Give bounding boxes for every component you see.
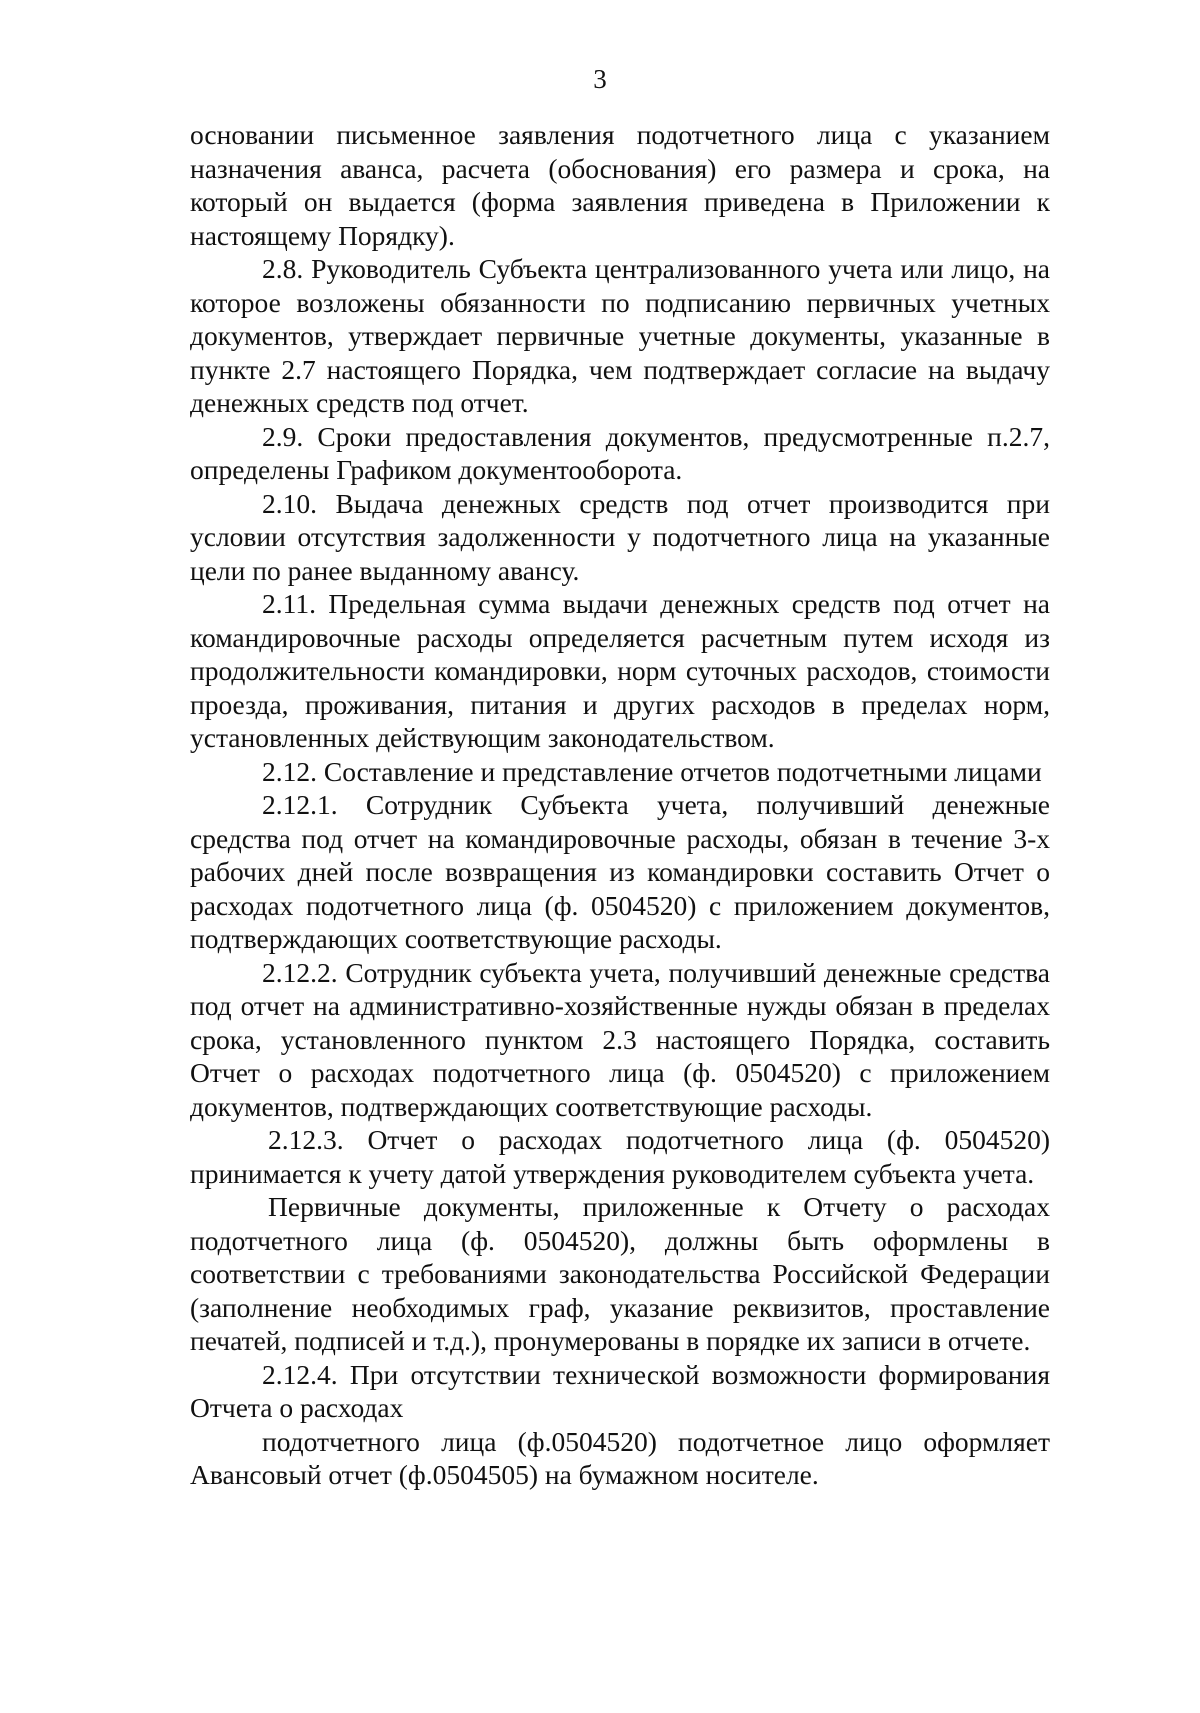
paragraph-2-12-1: 2.12.1. Сотрудник Субъекта учета, получивший денежные средства под отчет на командировочные расходы, обязан в течение 3-х рабочих дней после возвращения из командировки составить Отчет о расходах подотчетного лица (ф. 0504520) с приложением документов, подтверждающих соответствующие расходы. [190,789,1050,954]
paragraph-2-12-4-continuation: подотчетного лица (ф.0504520) подотчетное лицо оформляет Авансовый отчет (ф.0504505) на бумажном носителе. [190,1425,1050,1490]
paragraph-2-11: 2.11. Предельная сумма выдачи денежных средств под отчет на командировочные расходы определяется расчетным путем исходя из продолжительности командировки, норм суточных расходов, стоимости проезда, проживания, питания и других расходов в пределах норм, установленных действующим законодательством. [190,588,1050,753]
paragraph-2-10: 2.10. Выдача денежных средств под отчет производится при условии отсутствия задолженности у подотчетного лица на указанные цели по ранее выданному авансу. [190,487,1050,586]
paragraph-2-12-4: 2.12.4. При отсутствии технической возможности формирования Отчета о расходах [190,1358,1050,1423]
paragraph-continuation: основании письменное заявления подотчетного лица с указанием назначения аванса, расчета (обоснования) его размера и срока, на который он выдается (форма заявления приведена в Приложении к настоящему Порядку). [190,119,1050,251]
paragraph-primary-documents: Первичные документы, приложенные к Отчету о расходах подотчетного лица (ф. 0504520), должны быть оформлены в соответствии с требованиями законодательства Российской Федерации (заполнение необходимых граф, указание реквизитов, проставление печатей, подписей и т.д.), пронумерованы в порядке их записи в отчете. [190,1191,1050,1356]
paragraph-2-12: 2.12. Составление и представление отчетов подотчетными лицами [262,755,1042,787]
document-body [190,118,1050,1492]
paragraph-2-8: 2.8. Руководитель Субъекта централизованного учета или лицо, на которое возложены обязанности по подписанию первичных учетных документов, утверждает первичные учетные документы, указанные в пункте 2.7 настоящего Порядка, чем подтверждает согласие на выдачу денежных средств под отчет. [190,253,1050,418]
paragraph-2-12-3: 2.12.3. Отчет о расходах подотчетного лица (ф. 0504520) принимается к учету датой утверждения руководителем субъекта учета. [190,1124,1050,1189]
paragraph-2-12-2: 2.12.2. Сотрудник субъекта учета, получивший денежные средства под отчет на административно-хозяйственные нужды обязан в пределах срока, установленного пунктом 2.3 настоящего Порядка, составить Отчет о расходах подотчетного лица (ф. 0504520) с приложением документов, подтверждающих соответствующие расходы. [190,956,1050,1122]
page-number: 3 [593,64,607,94]
paragraph-2-9: 2.9. Сроки предоставления документов, предусмотренные п.2.7, определены Графиком документооборота. [190,420,1050,485]
